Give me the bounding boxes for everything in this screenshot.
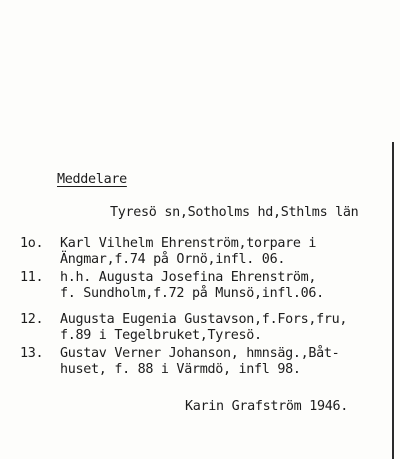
signature: Karin Grafström 1946. (185, 399, 348, 414)
entry-line: Augusta Eugenia Gustavson,f.Fors,fru, (60, 312, 348, 327)
entry-line: Karl Vilhelm Ehrenström,torpare i (60, 236, 317, 251)
entry-number: 1o. (20, 236, 44, 251)
entry-number: 11. (20, 270, 44, 285)
entry-line: h.h. Augusta Josefina Ehrenström, (60, 270, 317, 285)
entry-number: 13. (20, 346, 44, 361)
card-edge-line (392, 142, 394, 459)
location-line: Tyresö sn,Sotholms hd,Sthlms län (110, 205, 359, 220)
entry-number: 12. (20, 312, 44, 327)
entry-line: f.89 i Tegelbruket,Tyresö. (60, 328, 262, 343)
entry-line: Ängmar,f.74 på Ornö,infl. 06. (60, 252, 286, 267)
entry-line: f. Sundholm,f.72 på Munsö,infl.06. (60, 286, 324, 301)
heading: Meddelare (57, 172, 127, 187)
entry-line: Gustav Verner Johanson, hmnsäg.,Båt- (60, 346, 340, 361)
entry-line: huset, f. 88 i Värmdö, infl 98. (60, 362, 301, 377)
